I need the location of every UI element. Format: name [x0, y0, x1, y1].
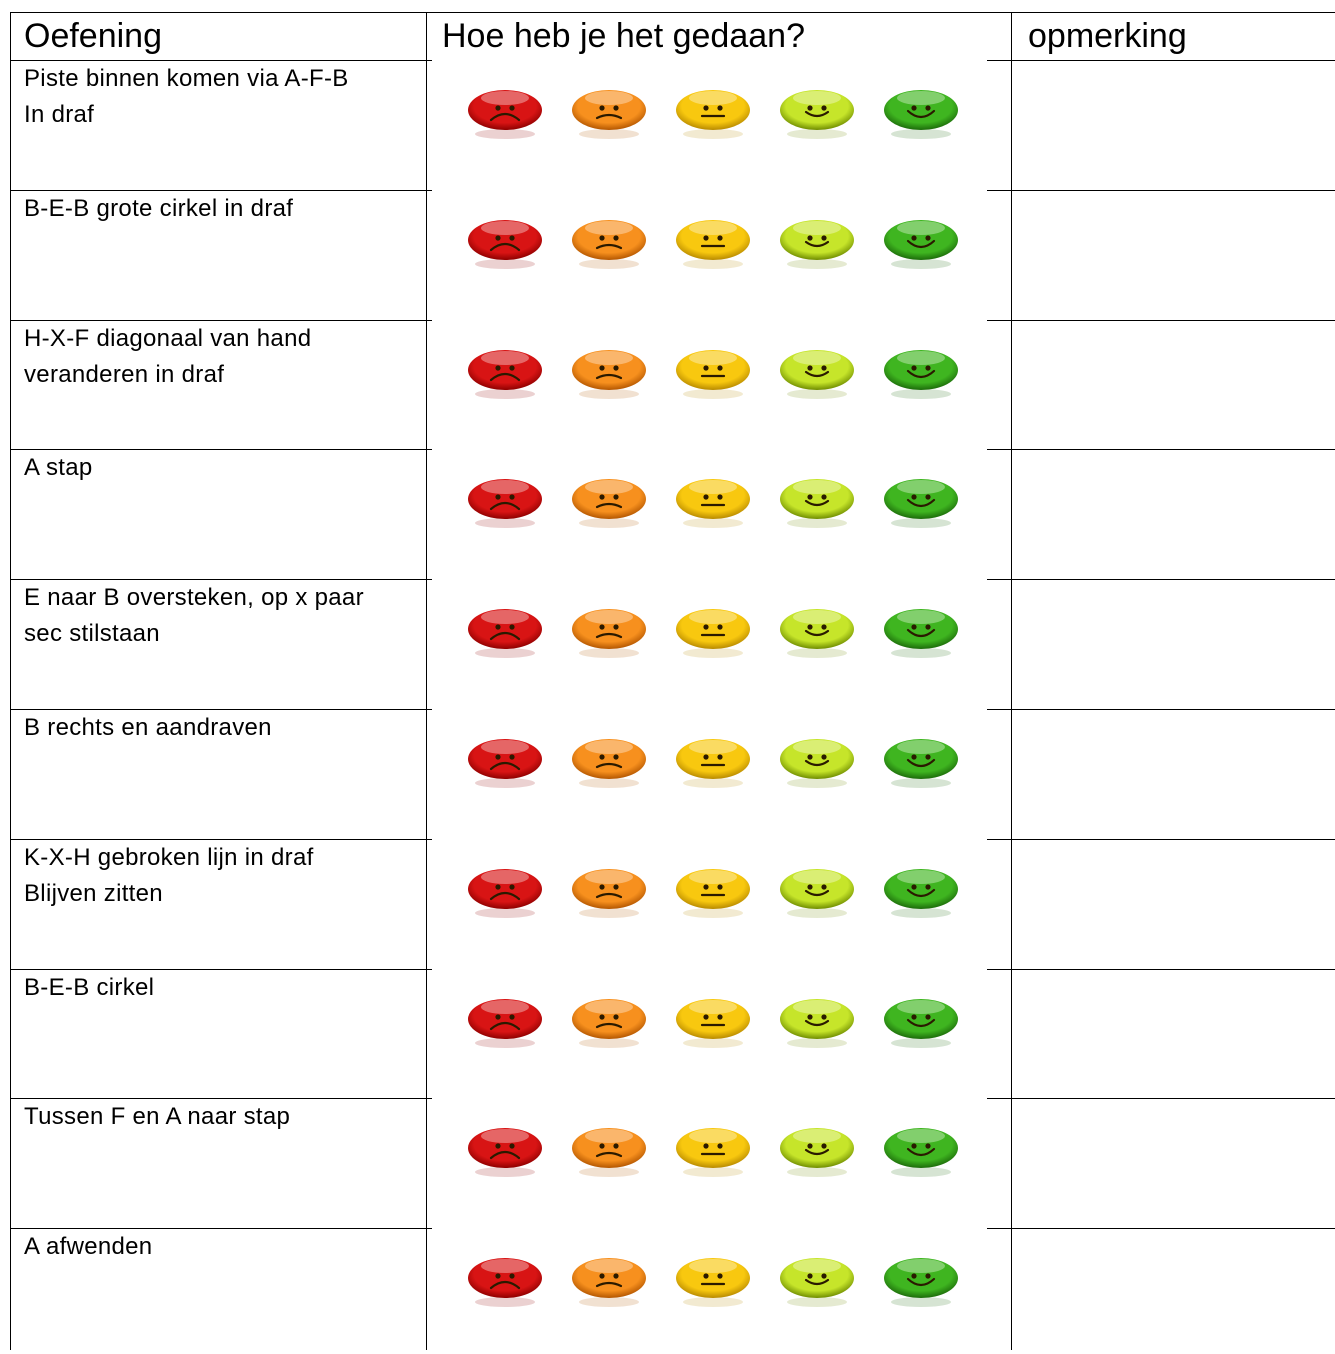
row-divider-right [987, 1098, 1335, 1099]
very-happy-smiley-icon[interactable] [882, 475, 960, 531]
exercise-label [24, 61, 414, 133]
sad-smiley-icon[interactable] [570, 865, 648, 921]
very-sad-smiley-icon[interactable] [466, 1254, 544, 1310]
row-divider-right [987, 190, 1335, 191]
exercise-label-line1: B-E-B cirkel [24, 974, 155, 1001]
happy-smiley-icon[interactable] [778, 475, 856, 531]
table-left-border [10, 12, 11, 1350]
very-happy-smiley-icon[interactable] [882, 605, 960, 661]
remark-cell[interactable] [1019, 194, 1327, 316]
sad-smiley-icon[interactable] [570, 605, 648, 661]
exercise-label [24, 970, 414, 1006]
neutral-smiley-icon[interactable] [674, 605, 752, 661]
sad-smiley-icon[interactable] [570, 735, 648, 791]
row-divider-right [987, 839, 1335, 840]
happy-smiley-icon[interactable] [778, 86, 856, 142]
very-sad-smiley-icon[interactable] [466, 995, 544, 1051]
exercise-label-line1: B rechts en aandraven [24, 714, 272, 741]
exercise-label-line2: In draf [24, 101, 95, 128]
rating-options [466, 216, 966, 276]
column-divider-2 [1011, 12, 1012, 1350]
exercise-label-line2: Blijven zitten [24, 880, 163, 907]
very-happy-smiley-icon[interactable] [882, 1124, 960, 1180]
neutral-smiley-icon[interactable] [674, 86, 752, 142]
sad-smiley-icon[interactable] [570, 1124, 648, 1180]
very-sad-smiley-icon[interactable] [466, 346, 544, 402]
exercise-label-line1: H-X-F diagonaal van hand [24, 325, 312, 352]
very-sad-smiley-icon[interactable] [466, 865, 544, 921]
exercise-label [24, 580, 414, 652]
very-sad-smiley-icon[interactable] [466, 475, 544, 531]
column-divider-1 [426, 12, 427, 1350]
rating-options [466, 605, 966, 665]
exercise-label [24, 450, 414, 486]
exercise-label [24, 191, 414, 227]
rating-options [466, 86, 966, 146]
remark-cell[interactable] [1019, 324, 1327, 446]
very-sad-smiley-icon[interactable] [466, 735, 544, 791]
rating-options [466, 1124, 966, 1184]
neutral-smiley-icon[interactable] [674, 1124, 752, 1180]
exercise-label-line1: A afwenden [24, 1233, 153, 1260]
remark-cell[interactable] [1019, 713, 1327, 835]
table-top-border [10, 12, 1335, 13]
row-divider-right [987, 709, 1335, 710]
rating-options [466, 1254, 966, 1314]
very-sad-smiley-icon[interactable] [466, 216, 544, 272]
exercise-label [24, 1099, 414, 1135]
neutral-smiley-icon[interactable] [674, 735, 752, 791]
sad-smiley-icon[interactable] [570, 216, 648, 272]
happy-smiley-icon[interactable] [778, 995, 856, 1051]
happy-smiley-icon[interactable] [778, 346, 856, 402]
neutral-smiley-icon[interactable] [674, 475, 752, 531]
rating-options [466, 865, 966, 925]
header-exercise: Oefening [24, 17, 162, 55]
happy-smiley-icon[interactable] [778, 1124, 856, 1180]
very-happy-smiley-icon[interactable] [882, 735, 960, 791]
exercise-label-line1: B-E-B grote cirkel in draf [24, 195, 294, 222]
sad-smiley-icon[interactable] [570, 1254, 648, 1310]
sad-smiley-icon[interactable] [570, 86, 648, 142]
remark-cell[interactable] [1019, 64, 1327, 186]
exercise-label-line2: sec stilstaan [24, 620, 160, 647]
rating-options [466, 475, 966, 535]
sad-smiley-icon[interactable] [570, 475, 648, 531]
happy-smiley-icon[interactable] [778, 605, 856, 661]
exercise-label-line1: K-X-H gebroken lijn in draf [24, 844, 314, 871]
remark-cell[interactable] [1019, 1102, 1327, 1224]
happy-smiley-icon[interactable] [778, 1254, 856, 1310]
rating-options [466, 346, 966, 406]
exercise-label [24, 840, 414, 912]
exercise-label [24, 1229, 414, 1265]
header-rating: Hoe heb je het gedaan? [442, 17, 805, 55]
very-happy-smiley-icon[interactable] [882, 346, 960, 402]
happy-smiley-icon[interactable] [778, 865, 856, 921]
neutral-smiley-icon[interactable] [674, 346, 752, 402]
neutral-smiley-icon[interactable] [674, 995, 752, 1051]
neutral-smiley-icon[interactable] [674, 216, 752, 272]
row-divider-right [987, 1228, 1335, 1229]
exercise-label-line1: E naar B oversteken, op x paar [24, 584, 364, 611]
exercise-label-line2: veranderen in draf [24, 361, 225, 388]
rating-options [466, 735, 966, 795]
very-sad-smiley-icon[interactable] [466, 86, 544, 142]
remark-cell[interactable] [1019, 453, 1327, 575]
very-sad-smiley-icon[interactable] [466, 1124, 544, 1180]
neutral-smiley-icon[interactable] [674, 1254, 752, 1310]
very-sad-smiley-icon[interactable] [466, 605, 544, 661]
row-divider-right [987, 969, 1335, 970]
sad-smiley-icon[interactable] [570, 995, 648, 1051]
header-remark: opmerking [1028, 17, 1187, 55]
very-happy-smiley-icon[interactable] [882, 865, 960, 921]
exercise-label [24, 321, 414, 393]
exercise-label [24, 710, 414, 746]
exercise-label-line1: Tussen F en A naar stap [24, 1103, 291, 1130]
row-divider-right [987, 320, 1335, 321]
sad-smiley-icon[interactable] [570, 346, 648, 402]
rating-options [466, 995, 966, 1055]
very-happy-smiley-icon[interactable] [882, 216, 960, 272]
happy-smiley-icon[interactable] [778, 216, 856, 272]
remark-cell[interactable] [1019, 973, 1327, 1095]
very-happy-smiley-icon[interactable] [882, 995, 960, 1051]
very-happy-smiley-icon[interactable] [882, 86, 960, 142]
very-happy-smiley-icon[interactable] [882, 1254, 960, 1310]
row-divider-right [987, 579, 1335, 580]
remark-cell[interactable] [1019, 843, 1327, 965]
happy-smiley-icon[interactable] [778, 735, 856, 791]
exercise-label-line1: Piste binnen komen via A-F-B [24, 65, 349, 92]
remark-cell[interactable] [1019, 1232, 1327, 1354]
header-divider-right [987, 60, 1335, 61]
row-divider-right [987, 449, 1335, 450]
neutral-smiley-icon[interactable] [674, 865, 752, 921]
remark-cell[interactable] [1019, 583, 1327, 705]
exercise-label-line1: A stap [24, 454, 93, 481]
